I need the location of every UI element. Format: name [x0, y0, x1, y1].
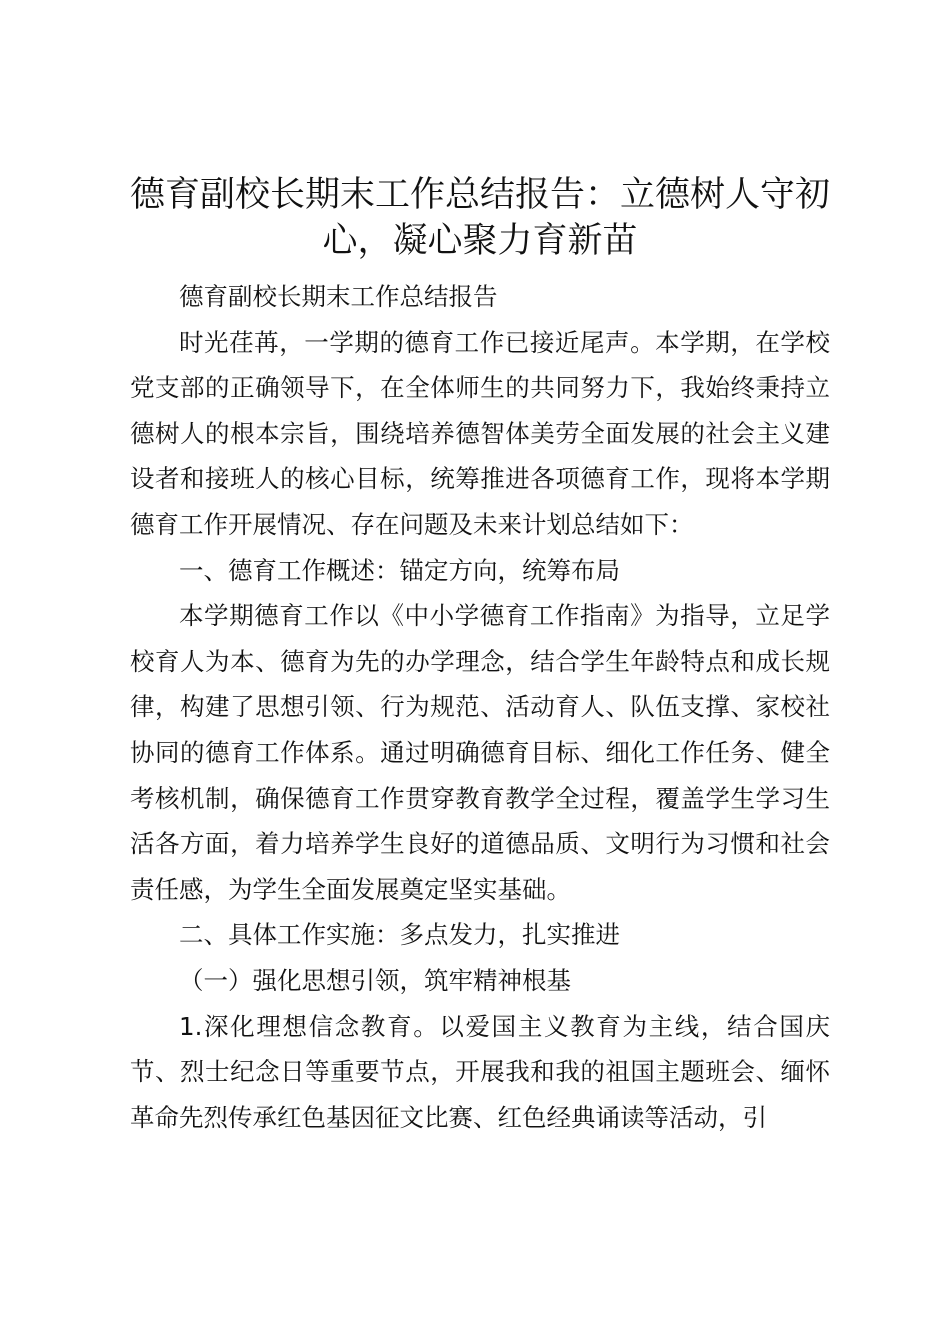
document-page [130, 172, 830, 1140]
item-paragraph-1: 1.深化理想信念教育。以爱国主义教育为主线，结合国庆节、烈士纪念日等重要节点，开展我和我的祖国主题班会、缅怀革命先烈传承红色基因征文比赛、红色经典诵读等活动，引 [130, 1011, 830, 1132]
section-heading-1: 一、德育工作概述：锚定方向，统筹布局 [179, 555, 620, 585]
subsection-heading-1: （一）强化思想引领，筑牢精神根基 [179, 965, 571, 995]
overview-paragraph: 本学期德育工作以《中小学德育工作指南》为指导，立足学校育人为本、德育为先的办学理念，结合学生年龄特点和成长规律，构建了思想引领、行为规范、活动育人、队伍支撑、家校社协同的德育工作体系。通过明确德育目标、细化工作任务、健全考核机制，确保德育工作贯穿教育教学全过程，覆盖学生学习生活各方面，着力培养学生良好的道德品质、文明行为习惯和社会责任感，为学生全面发展奠定坚实基础。 [130, 601, 830, 904]
intro-paragraph: 时光荏苒，一学期的德育工作已接近尾声。本学期，在学校党支部的正确领导下，在全体师生的共同努力下，我始终秉持立德树人的根本宗旨，围绕培养德智体美劳全面发展的社会主义建设者和接班人的核心目标，统筹推进各项德育工作，现将本学期德育工作开展情况、存在问题及未来计划总结如下： [130, 327, 830, 539]
document-title: 德育副校长期末工作总结报告：立德树人守初心，凝心聚力育新苗 [130, 175, 831, 261]
section-heading-2: 二、具体工作实施：多点发力，扎实推进 [179, 920, 620, 950]
subtitle-paragraph: 德育副校长期末工作总结报告 [179, 282, 498, 311]
